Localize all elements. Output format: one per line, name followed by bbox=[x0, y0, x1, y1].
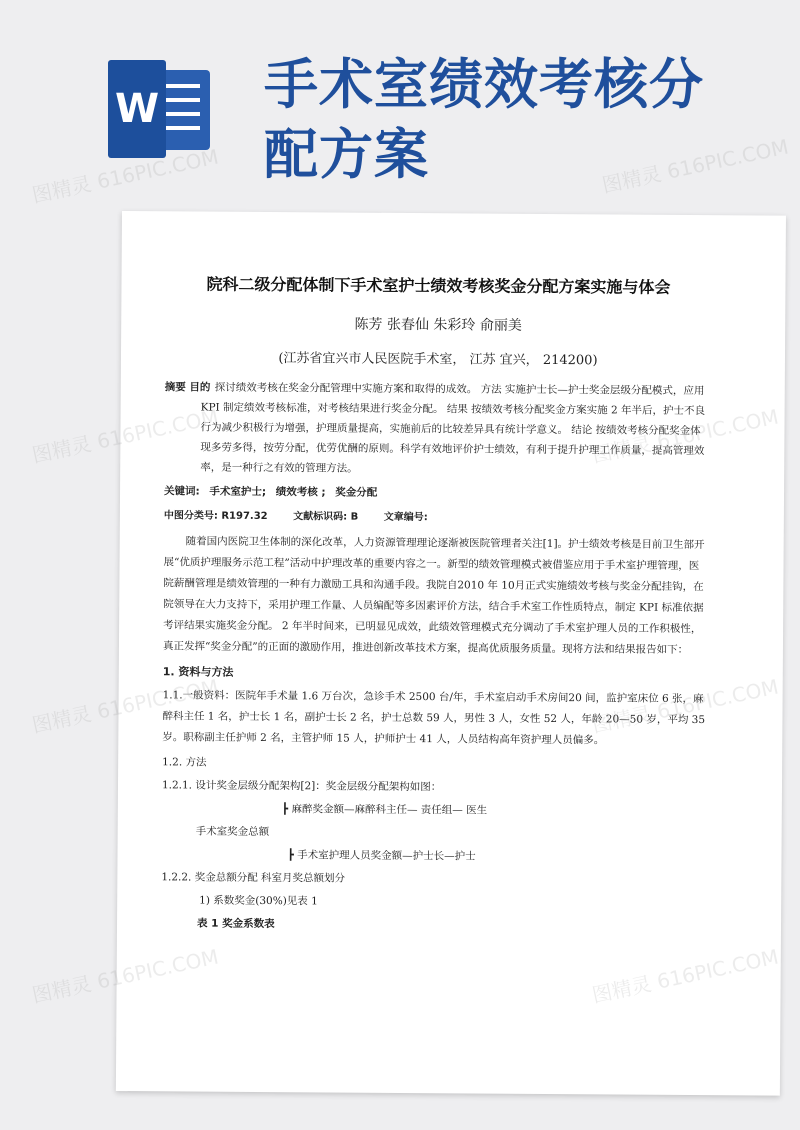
tree-branch-nursing: ┣ 手术室护理人员奖金额—护士长—护士 bbox=[287, 849, 476, 863]
document-title: 手术室绩效考核分配方案 bbox=[264, 53, 704, 186]
keywords bbox=[164, 483, 710, 502]
article-title: 院科二级分配体制下手术室护士绩效考核奖金分配方案实施与体会 bbox=[206, 274, 671, 297]
table-caption: 表 1 奖金系数表 bbox=[196, 917, 275, 931]
document-content bbox=[161, 271, 712, 934]
subsection-heading: 1.2. 方法 bbox=[162, 756, 207, 769]
keyword: 奖金分配 bbox=[335, 486, 378, 499]
word-icon-letter: W bbox=[108, 60, 166, 158]
watermark: 图精灵 bbox=[29, 701, 94, 738]
section-paragraph: 1.1.一般资料：医院年手术量 1.6 万台次，急诊手术 2500 台/年，手术室启动手术房间20 间，监护室床位 6 张，麻醉科主任 1 名，护士长 1 名，副护士长 2 名，护士总数 59 人，男性 3 人，女性 52 人，年龄 20—50 岁，平均 35 岁。职称副主任护师 2 名，主管护师 15 人，护师护士 41 人，人员结构高年资护理人员偏多。 bbox=[162, 689, 706, 747]
keyword: 关键词: bbox=[164, 485, 200, 498]
intro-paragraph: 随着国内医院卫生体制的深化改革，人力资源管理理论逐渐被医院管理者关注[1]。护士绩效考核是目前卫生部开展“优质护理服务示范工程”活动中护理改革的重要内容之一。新型的绩效管理模式被借鉴应用于手术室护理管理，医院薪酬管理是绩效管理的一种有力激励工具和沟通手段。我院自2010 年 10月正式实施绩效考核与奖金分配挂钩，在院领导在大力支持下，采用护理工作量、人员编配等多因素评价方法，结合手术室工作性质特点，制定 KPI 标准依据考评结果实施奖金分配。 2 年半时间来，已明显见成效，此绩效管理模式充分调动了手术室护理人员的工作积极性，真正发挥“奖金分配”的正面的激励作用，推进创新改革技术方案，提高优质服务质量。现将方法和结果报告如下： bbox=[162, 535, 705, 656]
subsection-heading: 1.2.1. 设计奖金层级分配架构[2]：奖金层级分配架构如图： bbox=[161, 779, 442, 794]
document-code: 文献标识码: B bbox=[293, 511, 359, 523]
abstract-body: 探讨绩效考核在奖金分配管理中实施方案和取得的成效。 方法 实施护士长—护士奖金层级分配模式，应用 KPI 制定绩效考核标准，对考核结果进行奖金分配。 结果 按绩效考核分配奖金方案实施 2 年半后，护士不良行为减少积极行为增强，护理质量提高，实施前后的比较差异具有统计学意义。 结论 按绩效考核分配奖金体现多劳多得，按劳分配，优劳优酬的原则。科学有效地评价护士绩效，有利于提升护理工作质量，提高管理效率，是一种行之有效的管理方法。 bbox=[200, 381, 706, 475]
classification-code: 中图分类号: R197.32 bbox=[163, 510, 268, 523]
watermark: 图精灵 bbox=[29, 431, 94, 468]
abstract-lead: 摘要 目的 bbox=[164, 381, 211, 394]
word-document-icon bbox=[108, 60, 214, 158]
watermark: 图精灵 616PIC.COM bbox=[29, 144, 221, 208]
abstract bbox=[164, 377, 711, 481]
classification bbox=[164, 506, 710, 525]
banner bbox=[0, 0, 800, 200]
document-page bbox=[116, 211, 786, 1096]
article-authors: 陈芳 张春仙 朱彩玲 俞丽美 bbox=[354, 316, 522, 334]
list-item: 1) 系数奖金(30%)见表 1 bbox=[199, 894, 318, 908]
tree-root: 手术室奖金总额 bbox=[195, 825, 270, 839]
watermark: 图精灵 616PIC.COM bbox=[599, 134, 791, 198]
keyword: 绩效考核 ; bbox=[275, 486, 326, 499]
watermark: 图精灵 bbox=[29, 971, 94, 1008]
subsection-heading: 1.2.2. 奖金总额分配 科室月奖总额划分 bbox=[161, 871, 346, 885]
section-heading: 1. 资料与方法 bbox=[162, 665, 234, 679]
tree-branch-anesthesia: ┣ 麻醉奖金额—麻醉科主任— 责任组— 医生 bbox=[281, 803, 488, 817]
article-number: 文章编号: bbox=[383, 511, 428, 524]
article-affiliation: (江苏省宜兴市人民医院手术室， 江苏 宜兴， 214200) bbox=[278, 351, 598, 369]
keyword: 手术室护士; bbox=[209, 485, 267, 499]
